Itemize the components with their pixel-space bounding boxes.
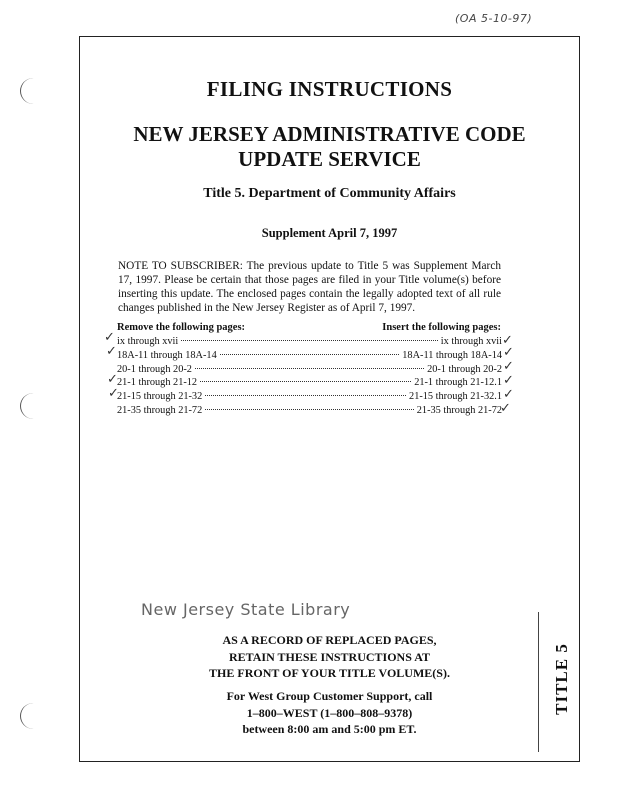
check-mark-icon: ✓ (503, 345, 514, 360)
pages-table-header (117, 322, 501, 333)
table-row (117, 336, 502, 350)
punch-hole (20, 703, 47, 729)
record-instructions (79, 632, 580, 682)
remove-header: Remove the following pages: (117, 322, 246, 333)
check-mark-icon: ✓ (502, 333, 513, 348)
table-row (117, 377, 502, 391)
check-mark-icon: ✓ (503, 359, 514, 374)
remove-pages: ix through xvii (117, 336, 179, 347)
subscriber-note: NOTE TO SUBSCRIBER: The previous update to Title 5 was Supplement March 17, 1997. Please be certain that those pages are filed in your Title volume(s) before inserting this update. The enclosed pages contain the legally adopted text of all rule changes published in the New Jersey Register as of April 7, 1997. (118, 260, 501, 314)
table-row (117, 364, 502, 378)
supplement-date: Supplement April 7, 1997 (261, 226, 398, 240)
check-mark-icon: ✓ (503, 373, 514, 388)
tab-divider (538, 612, 539, 752)
check-mark-icon: ✓ (104, 330, 115, 345)
leader-dots (200, 381, 411, 382)
table-row (117, 405, 502, 419)
table-row (117, 350, 502, 364)
record-line: RETAIN THESE INSTRUCTIONS AT (228, 649, 431, 664)
leader-dots (220, 354, 400, 355)
remove-pages: 20-1 through 20-2 (117, 363, 192, 375)
check-mark-icon: ✓ (107, 372, 118, 387)
check-mark-icon: ✓ (108, 386, 119, 401)
title-tab-label: TITLE 5 (552, 643, 571, 715)
handwritten-note: (OA 5-10-97) (455, 12, 533, 25)
library-stamp: New Jersey State Library (141, 600, 351, 619)
punch-hole (20, 78, 47, 104)
code-title (79, 122, 580, 172)
leader-dots (195, 368, 424, 369)
insert-pages: 21-15 through 21-32.1 (409, 391, 502, 403)
customer-support (79, 688, 580, 738)
code-title-line2: UPDATE SERVICE (238, 147, 421, 171)
insert-pages: 18A-11 through 18A-14 (402, 349, 502, 361)
remove-pages: 21-35 through 21-72 (117, 404, 203, 416)
insert-pages: 21-35 through 21-72 (416, 404, 502, 416)
punch-hole (20, 393, 47, 419)
check-mark-icon: ✓ (503, 387, 514, 402)
table-row (117, 391, 502, 405)
code-title-line1: NEW JERSEY ADMINISTRATIVE CODE (133, 122, 526, 146)
leader-dots (181, 340, 438, 341)
pages-table (117, 336, 502, 419)
support-phone: 1–800–WEST (1–800–808–9378) (246, 705, 413, 720)
check-mark-icon: ✓ (106, 344, 117, 359)
record-line: THE FRONT OF YOUR TITLE VOLUME(S). (209, 666, 450, 680)
leader-dots (205, 395, 406, 396)
insert-pages: ix through xvii (440, 336, 502, 347)
title-subtitle: Title 5. Department of Community Affairs (203, 186, 456, 201)
record-line: AS A RECORD OF REPLACED PAGES, (222, 633, 437, 647)
leader-dots (205, 409, 414, 410)
insert-pages: 21-1 through 21-12.1 (414, 377, 502, 389)
check-mark-icon: ✓ (500, 401, 511, 416)
filing-instructions-title: FILING INSTRUCTIONS (206, 77, 453, 101)
support-hours: between 8:00 am and 5:00 pm ET. (242, 722, 417, 736)
insert-header: Insert the following pages: (382, 322, 501, 333)
support-line: For West Group Customer Support, call (226, 689, 433, 703)
remove-pages: 21-15 through 21-32 (117, 391, 203, 403)
remove-pages: 21-1 through 21-12 (117, 377, 198, 389)
insert-pages: 20-1 through 20-2 (427, 363, 502, 375)
remove-pages: 18A-11 through 18A-14 (117, 349, 217, 361)
